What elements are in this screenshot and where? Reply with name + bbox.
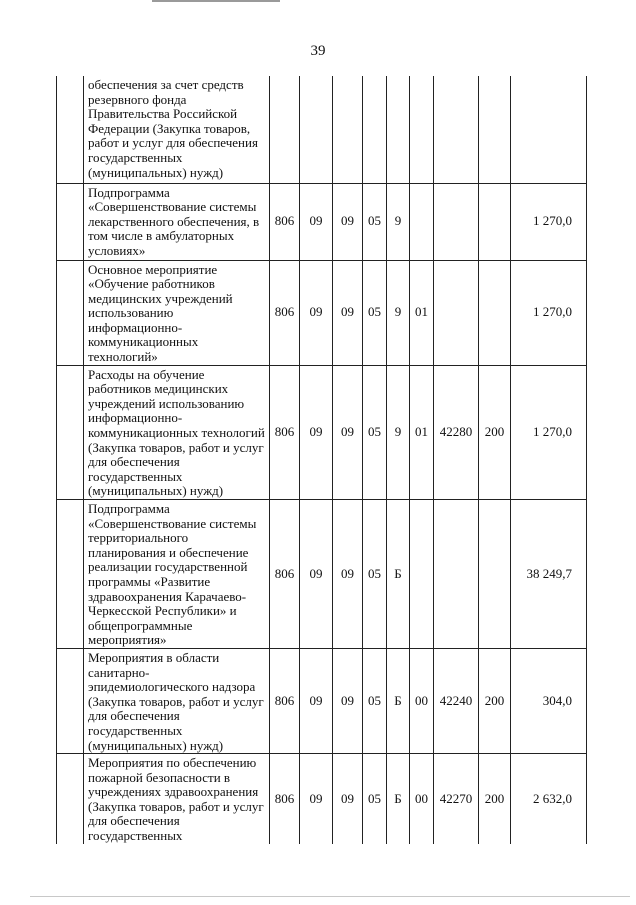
amount-cell: 1 270,0	[511, 260, 587, 365]
event-code-cell: 01	[410, 365, 434, 499]
table-row	[57, 183, 587, 260]
table-row	[57, 76, 587, 183]
admin-code-cell	[270, 76, 300, 183]
scan-bottom-edge	[30, 896, 630, 897]
expense-type-cell	[479, 76, 511, 183]
section-code-cell: 09	[300, 183, 333, 260]
row-description: обеспечения за счет средств резервного фонда Правительства Российской Федерации (Закупка товаров, работ и услуг для обеспечения государственных (муниципальных) нужд)	[84, 76, 270, 183]
admin-code-cell: 806	[270, 365, 300, 499]
table-row	[57, 648, 587, 753]
subprogram-code-cell: 9	[387, 260, 410, 365]
row-number-cell	[57, 76, 84, 183]
amount-cell: 1 270,0	[511, 183, 587, 260]
admin-code-cell: 806	[270, 260, 300, 365]
direction-code-cell	[434, 260, 479, 365]
row-description: Мероприятия по обеспечению пожарной безопасности в учреждениях здравоохранения (Закупка товаров, работ и услуг для обеспечения государственных	[84, 754, 270, 844]
amount-cell: 304,0	[511, 648, 587, 753]
row-number-cell	[57, 648, 84, 753]
row-description: Основное мероприятие «Обучение работников медицинских учреждений использованию информационно-коммуникационных технологий»	[84, 260, 270, 365]
subprogram-code-cell: Б	[387, 754, 410, 844]
table-row	[57, 260, 587, 365]
row-description: Подпрограмма «Совершенствование системы лекарственного обеспечения, в том числе в амбулаторных условиях»	[84, 183, 270, 260]
program-code-cell	[363, 76, 387, 183]
expense-type-cell	[479, 183, 511, 260]
row-number-cell	[57, 183, 84, 260]
section-code-cell: 09	[300, 648, 333, 753]
amount-cell: 1 270,0	[511, 365, 587, 499]
event-code-cell: 00	[410, 754, 434, 844]
direction-code-cell	[434, 183, 479, 260]
subprogram-code-cell: 9	[387, 365, 410, 499]
row-number-cell	[57, 500, 84, 649]
program-code-cell: 05	[363, 365, 387, 499]
subsection-code-cell: 09	[333, 183, 363, 260]
subsection-code-cell: 09	[333, 365, 363, 499]
row-number-cell	[57, 260, 84, 365]
admin-code-cell: 806	[270, 754, 300, 844]
direction-code-cell: 42280	[434, 365, 479, 499]
section-code-cell: 09	[300, 365, 333, 499]
amount-cell: 38 249,7	[511, 500, 587, 649]
direction-code-cell	[434, 76, 479, 183]
expense-type-cell: 200	[479, 754, 511, 844]
amount-cell	[511, 76, 587, 183]
section-code-cell: 09	[300, 260, 333, 365]
program-code-cell: 05	[363, 500, 387, 649]
event-code-cell: 00	[410, 648, 434, 753]
program-code-cell: 05	[363, 260, 387, 365]
event-code-cell	[410, 183, 434, 260]
table-row	[57, 500, 587, 649]
section-code-cell: 09	[300, 500, 333, 649]
direction-code-cell: 42270	[434, 754, 479, 844]
row-number-cell	[57, 365, 84, 499]
budget-table	[56, 76, 587, 844]
row-description: Расходы на обучение работников медицинских учреждений использованию информационно-коммуникационных технологий (Закупка товаров, работ и услуг для обеспечения государственных (муниципальных) нужд)	[84, 365, 270, 499]
subsection-code-cell: 09	[333, 754, 363, 844]
program-code-cell: 05	[363, 648, 387, 753]
subsection-code-cell: 09	[333, 500, 363, 649]
subprogram-code-cell	[387, 76, 410, 183]
section-code-cell	[300, 76, 333, 183]
subprogram-code-cell: Б	[387, 500, 410, 649]
direction-code-cell: 42240	[434, 648, 479, 753]
direction-code-cell	[434, 500, 479, 649]
subsection-code-cell: 09	[333, 648, 363, 753]
subsection-code-cell: 09	[333, 260, 363, 365]
expense-type-cell	[479, 500, 511, 649]
subprogram-code-cell: Б	[387, 648, 410, 753]
page-number: 39	[310, 43, 326, 59]
subprogram-code-cell: 9	[387, 183, 410, 260]
event-code-cell: 01	[410, 260, 434, 365]
row-description: Мероприятия в области санитарно-эпидемиологического надзора (Закупка товаров, работ и услуг для обеспечения государственных (муниципальных) нужд)	[84, 648, 270, 753]
section-code-cell: 09	[300, 754, 333, 844]
scan-artifact-line	[152, 0, 280, 2]
expense-type-cell	[479, 260, 511, 365]
row-number-cell	[57, 754, 84, 844]
admin-code-cell: 806	[270, 500, 300, 649]
subsection-code-cell	[333, 76, 363, 183]
admin-code-cell: 806	[270, 648, 300, 753]
row-description: Подпрограмма «Совершенствование системы территориального планирования и обеспечение реализации государственной программы «Развитие здравоохранения Карачаево-Черкесской Республики» и общепрограммные мероприятия»	[84, 500, 270, 649]
expense-type-cell: 200	[479, 648, 511, 753]
program-code-cell: 05	[363, 183, 387, 260]
event-code-cell	[410, 500, 434, 649]
program-code-cell: 05	[363, 754, 387, 844]
amount-cell: 2 632,0	[511, 754, 587, 844]
expense-type-cell: 200	[479, 365, 511, 499]
admin-code-cell: 806	[270, 183, 300, 260]
table-row	[57, 365, 587, 499]
event-code-cell	[410, 76, 434, 183]
table-row	[57, 754, 587, 844]
